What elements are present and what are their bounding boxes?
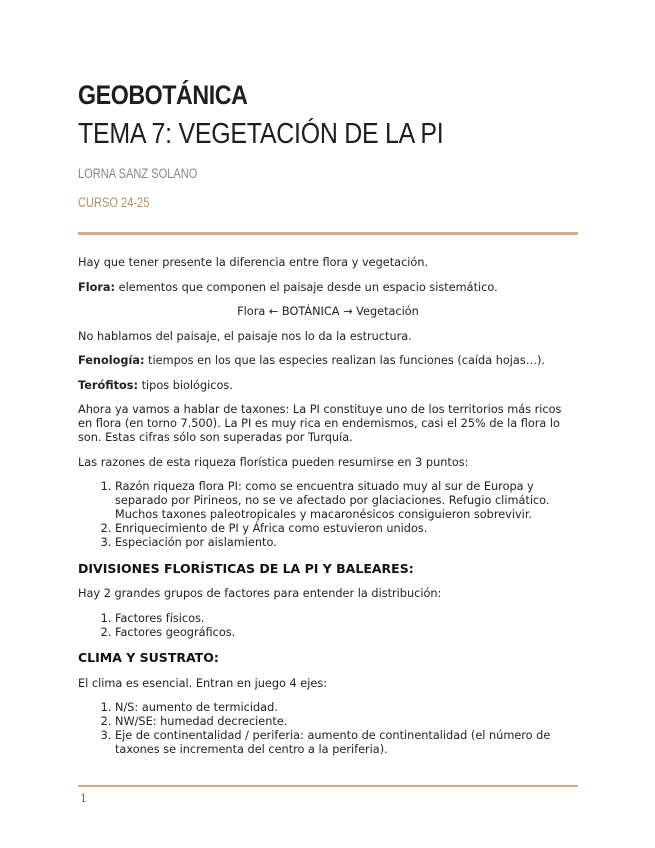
definition-flora: elementos que componen el paisaje desde un espacio sistemático. [115,280,498,294]
document-subtitle: TEMA 7: VEGETACIÓN DE LA PI [78,118,444,150]
footer-divider [78,785,578,787]
course-label: CURSO 24-25 [78,195,150,210]
list-item: 3. Eje de continentalidad / periferia: aumento de continentalidad (el número de taxones se incrementa del centro a la periferia). [115,729,578,757]
list-razones [78,480,578,550]
list-item: 1. Razón riqueza flora PI: como se encuentra situado muy al sur de Europa y separado por Pirineos, no se ve afectado por glaciaciones. Refugio climático. Muchos taxones paleotropicales y macaronésicos consiguieron sobrevivir. [115,480,578,522]
heading-clima: CLIMA Y SUSTRATO: [78,650,219,665]
page-number: 1 [80,792,87,805]
paragraph-paisaje: No hablamos del paisaje, el paisaje nos lo da la estructura. [78,329,412,343]
heading-divisiones: DIVISIONES FLORÍSTICAS DE LA PI Y BALEARES: [78,560,414,576]
list-item: 1. N/S: aumento de termicidad. [115,701,578,715]
list-item: 1. Factores físicos. [115,612,578,626]
definition-terofitos: tipos biológicos. [137,378,233,392]
paragraph-clima: El clima es esencial. Entran en juego 4 ejes: [78,676,328,690]
paragraph-taxones: Ahora ya vamos a hablar de taxones: La PI constituye uno de los territorios más ricos en flora (en torno 7.500). La PI es muy rica en endemismos, casi el 25% de la flora lo son. Estas cifras sólo son superadas por Turquía. [78,403,562,444]
list-item: 3. Especiación por aislamiento. [115,536,578,550]
definition-fenologia: tiempos en los que las especies realizan las funciones (caída hojas…). [144,354,546,367]
paragraph-flora [78,281,578,295]
paragraph-intro: Hay que tener presente la diferencia entre flora y vegetación. [78,256,429,269]
paragraph-terofitos [78,379,578,393]
list-ejes [78,701,578,757]
document-title: GEOBOTÁNICA [78,80,248,110]
list-factores [78,612,578,640]
paragraph-razones: Las razones de esta riqueza florística pueden resumirse en 3 puntos: [78,455,469,469]
author-name: LORNA SANZ SOLANO [78,166,198,181]
paragraph-grupos: Hay 2 grandes grupos de factores para entender la distribución: [78,587,442,600]
list-item: 2. Enriquecimiento de PI y África como estuvieron unidos. [115,522,578,536]
document-body [78,256,578,768]
list-item: 2. NW/SE: humedad decreciente. [115,715,578,729]
term-terofitos: Terófitos: [78,378,138,392]
term-fenologia: Fenología: [78,354,145,367]
term-flora: Flora: [78,280,116,294]
paragraph-fenologia [78,354,578,368]
flora-relation: Flora ← BOTÁNICA → Vegetación [237,305,419,318]
header-divider [78,232,578,235]
list-item: 2. Factores geográficos. [115,626,578,640]
